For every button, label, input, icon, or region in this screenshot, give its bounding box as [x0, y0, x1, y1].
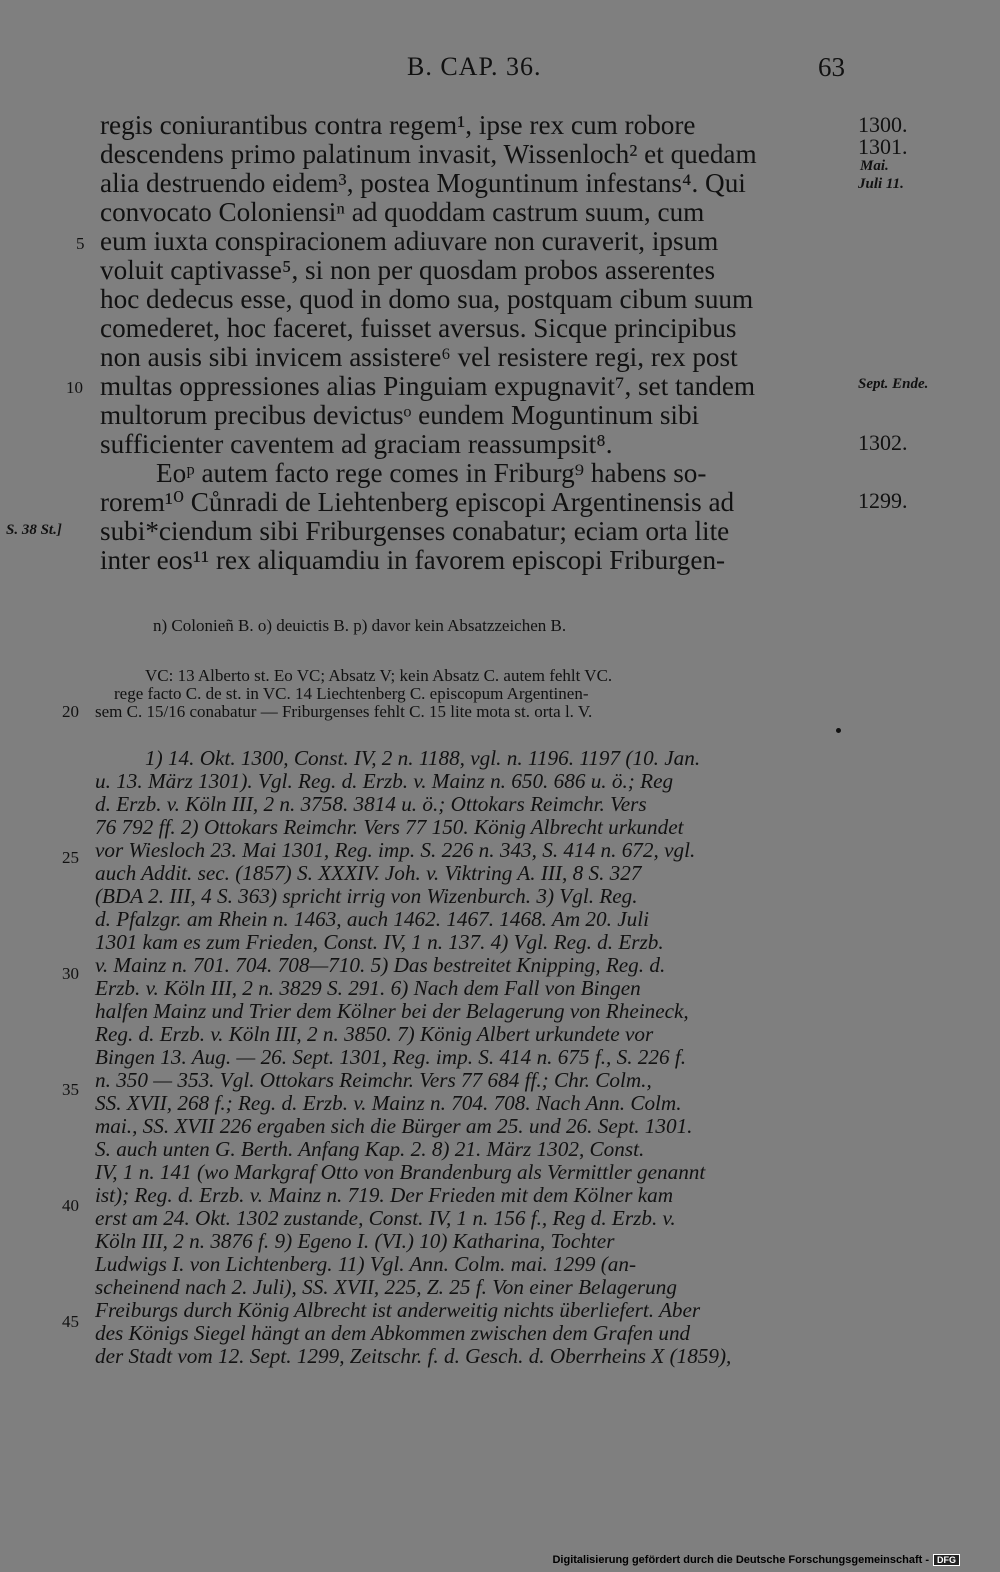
line-number: 10 [66, 378, 83, 397]
footnote-line: u. 13. März 1301). Vgl. Reg. d. Erzb. v. Mainz n. 650. 686 u. ö.; Reg [95, 769, 674, 793]
footnote-line: mai., SS. XVII 226 ergaben sich die Bürger am 25. und 26. Sept. 1301. [95, 1114, 693, 1138]
footnote-line: Ludwigs I. von Lichtenberg. 11) Vgl. Ann. Colm. mai. 1299 (an- [95, 1252, 637, 1276]
main-line: non ausis sibi invicem assistere⁶ vel resistere regi, rex post [100, 342, 738, 372]
margin-date: 1299. [858, 488, 908, 513]
main-line: convocato Coloniensiⁿ ad quoddam castrum suum, cum [100, 197, 705, 227]
footnote-line: v. Mainz n. 701. 704. 708—710. 5) Das bestreitet Knipping, Reg. d. [95, 953, 666, 977]
footnote-line: Köln III, 2 n. 3876 f. 9) Egeno I. (VI.) 10) Katharina, Tochter [95, 1229, 615, 1253]
margin-date: 1302. [858, 430, 908, 455]
main-line: comederet, hoc faceret, fuisset aversus. Sicque principibus [100, 313, 737, 343]
variant-line: rege facto C. de st. in VC. 14 Liechtenberg C. episcopum Argentinen- [114, 684, 589, 703]
footnote-line: Reg. d. Erzb. v. Köln III, 2 n. 3850. 7) König Albert urkundete vor [95, 1022, 654, 1046]
footnote-line: d. Erzb. v. Köln III, 2 n. 3758. 3814 u. ö.; Ottokars Reimchr. Vers [95, 792, 647, 816]
main-line: inter eos¹¹ rex aliquamdiu in favorem episcopi Friburgen- [100, 545, 726, 575]
main-line: hoc dedecus esse, quod in domo sua, postquam cibum suum [100, 284, 754, 314]
margin-reference: S. 38 St.] [6, 522, 62, 538]
margin-date: 1300. [858, 112, 908, 137]
line-number: 25 [62, 848, 79, 867]
margin-date: Sept. Ende. [858, 376, 929, 392]
main-line: subi*ciendum sibi Friburgenses conabatur; eciam orta lite [100, 516, 730, 546]
line-number: 40 [62, 1196, 79, 1215]
footnote-line: halfen Mainz und Trier dem Kölner bei der Belagerung von Rheineck, [95, 999, 689, 1023]
main-line: regis coniurantibus contra regem¹, ipse rex cum robore [100, 110, 696, 140]
footnote-line: 76 792 ff. 2) Ottokars Reimchr. Vers 77 150. König Albrecht urkundet [95, 815, 684, 839]
main-line: multorum precibus devictusᵒ eundem Moguntinum sibi [100, 400, 700, 430]
line-number: 5 [76, 234, 85, 253]
margin-date: Juli 11. [858, 176, 904, 192]
critical-notes: n) Colonieñ B. o) deuictis B. p) davor kein Absatzzeichen B. [153, 616, 567, 635]
footnote-line: (BDA 2. III, 4 S. 363) spricht irrig von Wizenburch. 3) Vgl. Reg. [95, 884, 638, 908]
footnote-line: Bingen 13. Aug. — 26. Sept. 1301, Reg. imp. S. 414 n. 675 f., S. 226 f. [95, 1045, 687, 1069]
credit-text: Digitalisierung gefördert durch die Deutsche Forschungsgemeinschaft - [552, 1554, 929, 1566]
main-line: alia destruendo eidem³, postea Moguntinum infestans⁴. Qui [100, 168, 746, 198]
line-number: 45 [62, 1312, 79, 1331]
main-line: eum iuxta conspiracionem adiuvare non curaverit, ipsum [100, 226, 719, 256]
footnote-line: erst am 24. Okt. 1302 zustande, Const. IV, 1 n. 156 f., Reg d. Erzb. v. [95, 1206, 676, 1230]
footnote-line: n. 350 — 353. Vgl. Ottokars Reimchr. Vers 77 684 ff.; Chr. Colm., [95, 1068, 652, 1092]
footnote-line: 1) 14. Okt. 1300, Const. IV, 2 n. 1188, vgl. n. 1196. 1197 (10. Jan. [145, 746, 701, 770]
footnote-line: der Stadt vom 12. Sept. 1299, Zeitschr. f. d. Gesch. d. Oberrheins X (1859), [95, 1344, 732, 1368]
main-line: voluit captivasse⁵, si non per quosdam probos asserentes [100, 255, 716, 285]
footnote-line: scheinend nach 2. Juli), SS. XVII, 225, Z. 25 f. Von einer Belagerung [95, 1275, 677, 1299]
margin-date: 1301. [858, 134, 908, 159]
footnote-line: IV, 1 n. 141 (wo Markgraf Otto von Brandenburg als Vermittler genannt [95, 1160, 706, 1184]
footnote-line: d. Pfalzgr. am Rhein n. 1463, auch 1462. 1467. 1468. Am 20. Juli [95, 907, 649, 931]
dfg-logo: DFG [933, 1554, 960, 1566]
main-line: sufficienter caventem ad graciam reassumpsit⁸. [100, 429, 613, 459]
line-number: 20 [62, 702, 79, 721]
ink-dot [836, 728, 841, 733]
digitization-credit [552, 1554, 960, 1566]
footnote-line: Freiburgs durch König Albrecht ist anderweitig nichts überliefert. Aber [95, 1298, 701, 1322]
footnote-line: des Königs Siegel hängt an dem Abkommen zwischen dem Grafen und [95, 1321, 691, 1345]
main-line: descendens primo palatinum invasit, Wissenloch² et quedam [100, 139, 757, 169]
main-line: Eoᵖ autem facto rege comes in Friburg⁹ habens so- [156, 458, 707, 488]
footnote-line: S. auch unten G. Berth. Anfang Kap. 2. 8) 21. März 1302, Const. [95, 1137, 645, 1161]
variant-line: VC: 13 Alberto st. Eo VC; Absatz V; kein Absatz C. autem fehlt VC. [145, 666, 613, 685]
main-line: multas oppressiones alias Pinguiam expugnavit⁷, set tandem [100, 371, 756, 401]
main-line: rorem¹⁰ Cůnradi de Liehtenberg episcopi Argentinensis ad [100, 487, 735, 517]
footnote-line: Erzb. v. Köln III, 2 n. 3829 S. 291. 6) Nach dem Fall von Bingen [95, 976, 641, 1000]
margin-date: Mai. [860, 158, 889, 174]
footnote-line: vor Wiesloch 23. Mai 1301, Reg. imp. S. 226 n. 343, S. 414 n. 672, vgl. [95, 838, 696, 862]
footnote-line: auch Addit. sec. (1857) S. XXXIV. Joh. v. Viktring A. III, 8 S. 327 [95, 861, 642, 885]
footnote-line: 1301 kam es zum Frieden, Const. IV, 1 n. 137. 4) Vgl. Reg. d. Erzb. [95, 930, 664, 954]
line-number: 35 [62, 1080, 79, 1099]
footnote-line: ist); Reg. d. Erzb. v. Mainz n. 719. Der Frieden mit dem Kölner kam [95, 1183, 674, 1207]
page-number: 63 [818, 52, 845, 82]
variant-line: sem C. 15/16 conabatur — Friburgenses fehlt C. 15 lite mota st. orta l. V. [95, 702, 593, 721]
running-head: B. CAP. 36. [407, 52, 542, 81]
footnote-line: SS. XVII, 268 f.; Reg. d. Erzb. v. Mainz n. 704. 708. Nach Ann. Colm. [95, 1091, 682, 1115]
line-number: 30 [62, 964, 79, 983]
